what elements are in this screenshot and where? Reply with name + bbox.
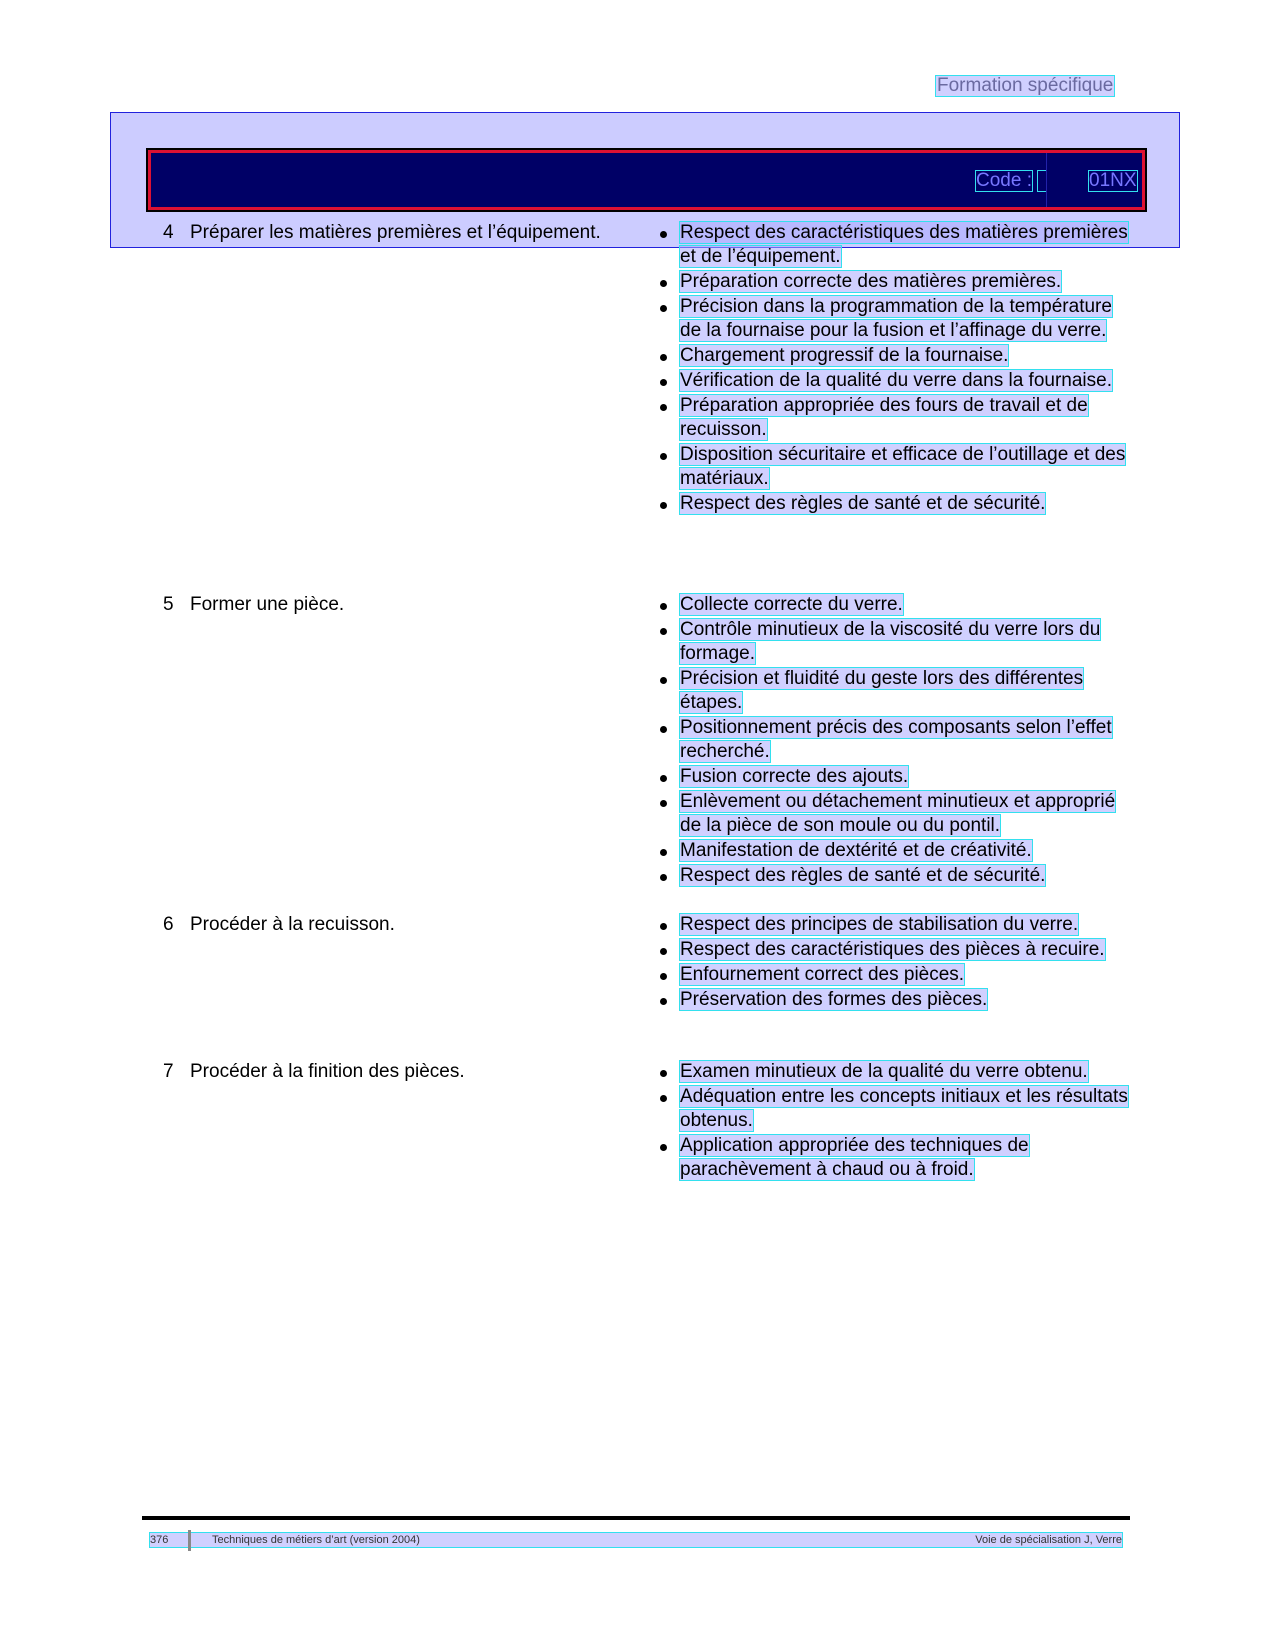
element-row-5 xyxy=(163,593,658,617)
element-row-4 xyxy=(163,221,658,245)
criterion-text: Respect des caractéristiques des matières premières et de l’équipement. xyxy=(680,222,1128,267)
bullet-icon xyxy=(660,379,667,386)
element-text: Procéder à la recuisson. xyxy=(190,914,395,935)
criterion-text: Respect des principes de stabilisation du verre. xyxy=(680,914,1079,935)
list-item xyxy=(655,1085,1130,1133)
document-title: Techniques de métiers d’art (version 2004) xyxy=(212,1534,420,1546)
criterion-text: Précision dans la programmation de la température de la fournaise pour la fusion et l’affinage du verre. xyxy=(680,296,1112,341)
bullet-icon xyxy=(660,874,667,881)
list-item xyxy=(655,221,1130,269)
section-label: Formation spécifique xyxy=(937,75,1114,96)
list-item xyxy=(655,667,1130,715)
bullet-icon xyxy=(660,677,667,684)
list-item xyxy=(655,988,1130,1012)
criterion-text: Enlèvement ou détachement minutieux et approprié de la pièce de son moule ou du pontil. xyxy=(680,791,1116,836)
list-item xyxy=(655,1060,1130,1084)
list-item xyxy=(655,716,1130,764)
list-item xyxy=(655,394,1130,442)
competency-title-bar xyxy=(148,150,1145,210)
bullet-icon xyxy=(660,280,667,287)
criterion-text: Examen minutieux de la qualité du verre obtenu. xyxy=(680,1061,1088,1082)
element-number: 5 xyxy=(163,594,174,615)
element-number: 6 xyxy=(163,914,174,935)
page-number: 376 xyxy=(150,1534,169,1546)
element-number: 4 xyxy=(163,222,174,243)
list-item xyxy=(655,1134,1130,1182)
element-number: 7 xyxy=(163,1061,174,1082)
criterion-text: Préparation correcte des matières premières. xyxy=(680,271,1062,292)
bullet-icon xyxy=(660,923,667,930)
bullet-icon xyxy=(660,231,667,238)
element-row-6 xyxy=(163,913,658,937)
element-text: Former une pièce. xyxy=(190,594,345,615)
bullet-icon xyxy=(660,1144,667,1151)
criterion-text: Préservation des formes des pièces. xyxy=(680,989,988,1010)
bullet-icon xyxy=(660,726,667,733)
list-item xyxy=(655,443,1130,491)
criterion-text: Préparation appropriée des fours de travail et de recuisson. xyxy=(680,395,1088,440)
criteria-list-6 xyxy=(655,913,1130,1013)
criterion-text: Respect des règles de santé et de sécurité. xyxy=(680,865,1046,886)
bullet-icon xyxy=(660,800,667,807)
list-item xyxy=(655,765,1130,789)
bullet-icon xyxy=(660,1095,667,1102)
bullet-icon xyxy=(660,354,667,361)
code-divider xyxy=(1046,153,1047,207)
criterion-text: Disposition sécuritaire et efficace de l’outillage et des matériaux. xyxy=(680,444,1126,489)
list-item xyxy=(655,864,1130,888)
list-item xyxy=(655,618,1130,666)
bullet-icon xyxy=(660,453,667,460)
bullet-icon xyxy=(660,948,667,955)
bullet-icon xyxy=(660,973,667,980)
list-item xyxy=(655,963,1130,987)
bullet-icon xyxy=(660,305,667,312)
list-item xyxy=(655,790,1130,838)
criterion-text: Contrôle minutieux de la viscosité du verre lors du formage. xyxy=(680,619,1101,664)
criteria-list-4 xyxy=(655,221,1130,517)
criteria-list-7 xyxy=(655,1060,1130,1183)
list-item xyxy=(655,295,1130,343)
bullet-icon xyxy=(660,998,667,1005)
criteria-list-5 xyxy=(655,593,1130,889)
code-separator xyxy=(1038,171,1046,191)
bullet-icon xyxy=(660,603,667,610)
bullet-icon xyxy=(660,1070,667,1077)
criterion-text: Application appropriée des techniques de parachèvement à chaud ou à froid. xyxy=(680,1135,1029,1180)
footer-rule xyxy=(142,1516,1130,1520)
bullet-icon xyxy=(660,502,667,509)
element-text: Préparer les matières premières et l’équipement. xyxy=(190,222,601,243)
criterion-text: Respect des caractéristiques des pièces à recuire. xyxy=(680,939,1105,960)
list-item xyxy=(655,593,1130,617)
criterion-text: Collecte correcte du verre. xyxy=(680,594,903,615)
criterion-text: Manifestation de dextérité et de créativité. xyxy=(680,840,1032,861)
criterion-text: Fusion correcte des ajouts. xyxy=(680,766,909,787)
criterion-text: Enfournement correct des pièces. xyxy=(680,964,965,985)
page-footer xyxy=(150,1533,1122,1547)
criterion-text: Respect des règles de santé et de sécurité. xyxy=(680,493,1046,514)
bullet-icon xyxy=(660,628,667,635)
criterion-text: Précision et fluidité du geste lors des différentes étapes. xyxy=(680,668,1084,713)
list-item xyxy=(655,839,1130,863)
element-row-7 xyxy=(163,1060,658,1084)
criterion-text: Positionnement précis des composants selon l’effet recherché. xyxy=(680,717,1112,762)
bullet-icon xyxy=(660,404,667,411)
list-item xyxy=(655,344,1130,368)
code-value: 01NX xyxy=(1089,170,1137,191)
list-item xyxy=(655,913,1130,937)
list-item xyxy=(655,369,1130,393)
element-text: Procéder à la finition des pièces. xyxy=(190,1061,465,1082)
list-item xyxy=(655,270,1130,294)
criterion-text: Vérification de la qualité du verre dans la fournaise. xyxy=(680,370,1112,391)
list-item xyxy=(655,938,1130,962)
bullet-icon xyxy=(660,775,667,782)
list-item xyxy=(655,492,1130,516)
specialisation-label: Voie de spécialisation J, Verre xyxy=(975,1534,1122,1546)
criterion-text: Adéquation entre les concepts initiaux et les résultats obtenus. xyxy=(680,1086,1128,1131)
footer-divider xyxy=(188,1530,191,1551)
bullet-icon xyxy=(660,849,667,856)
criterion-text: Chargement progressif de la fournaise. xyxy=(680,345,1009,366)
code-label: Code : xyxy=(976,170,1032,191)
